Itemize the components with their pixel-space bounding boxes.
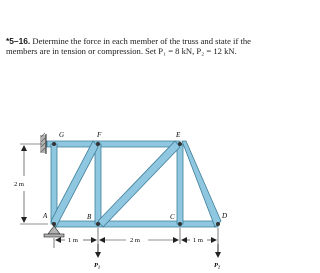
member-bf (95, 144, 101, 224)
member-ce (177, 144, 183, 224)
truss-members (47, 141, 221, 227)
joint-d-pin (216, 222, 220, 226)
member-de (182, 141, 221, 227)
span-2-label: 2 m (130, 237, 140, 244)
joint-g-pin (52, 142, 56, 146)
node-label-g: G (59, 131, 65, 139)
span-3-label: 1 m (193, 237, 203, 244)
member-cd (180, 221, 218, 227)
node-label-b: B (87, 213, 92, 221)
load-p2-label: P₂ (214, 262, 221, 269)
node-label-c: C (170, 213, 175, 221)
node-label-d: D (222, 212, 228, 220)
span-1-label: 1 m (68, 237, 78, 244)
load-p1-label: P₁ (94, 262, 101, 269)
joint-c-pin (178, 222, 182, 226)
height-dimension-label: 2 m (14, 181, 24, 188)
node-label-a: A (43, 212, 48, 220)
node-label-f: F (97, 131, 102, 139)
joint-f-pin (96, 142, 100, 146)
problem-number: *5–16. (6, 36, 31, 46)
member-be (98, 141, 180, 227)
joint-a-pin (52, 222, 56, 226)
member-ab (54, 221, 98, 227)
member-bc (98, 221, 180, 227)
member-fe (98, 141, 180, 147)
load-arrows (98, 244, 218, 257)
joint-e-pin (178, 142, 182, 146)
joint-b-pin (96, 222, 100, 226)
support-a (44, 226, 64, 237)
node-label-e: E (176, 131, 181, 139)
wall-support-g (40, 133, 46, 154)
problem-text: Determine the force in each member of the truss and state if the members are in tension or compression. Set P₁ = 8 kN, P₂ = 12 kN. (6, 36, 251, 57)
